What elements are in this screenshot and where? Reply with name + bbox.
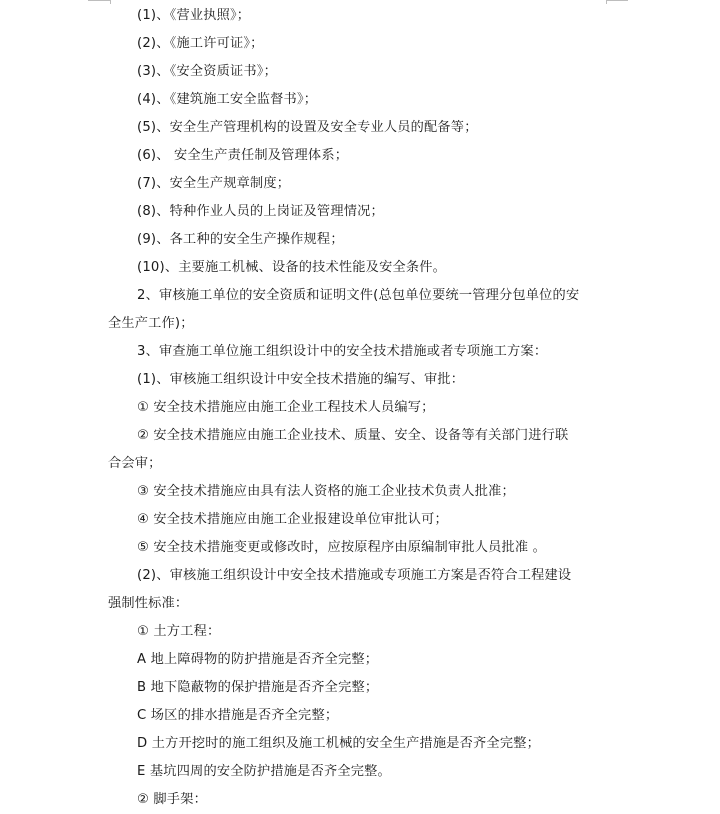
list-item-3: (3)、《安全资质证书》；	[137, 64, 277, 79]
subsection-3-2-heading-cont: 强制性标准：	[108, 596, 189, 611]
circled-item-2: ② 安全技术措施应由施工企业技术、质量、安全、设备等有关部门进行联	[137, 428, 569, 443]
list-item-4: (4)、《建筑施工安全监督书》；	[137, 92, 318, 107]
section-2-paragraph-cont: 全生产工作)；	[108, 316, 194, 331]
list-item-10: (10)、主要施工机械、设备的技术性能及安全条件。	[137, 260, 447, 275]
earthwork-item-c: C 场区的排水措施是否齐全完整；	[137, 708, 339, 723]
list-item-6: (6)、 安全生产责任制及管理体系；	[137, 148, 349, 163]
list-item-2: (2)、《施工许可证》；	[137, 36, 264, 51]
subsection-3-1-heading: (1)、审核施工组织设计中安全技术措施的编写、审批：	[137, 372, 465, 387]
page-corner-mark-left	[88, 0, 110, 1]
circled-item-3: ③ 安全技术措施应由具有法人资格的施工企业技术负责人批准；	[137, 484, 515, 499]
circled-item-4: ④ 安全技术措施应由施工企业报建设单位审批认可；	[137, 512, 448, 527]
circled-item-1: ① 安全技术措施应由施工企业工程技术人员编写；	[137, 400, 435, 415]
earthwork-item-a: A 地上障碍物的防护措施是否齐全完整；	[137, 652, 379, 667]
earthwork-item-b: B 地下隐蔽物的保护措施是否齐全完整；	[137, 680, 379, 695]
subsection-3-2-heading: (2)、审核施工组织设计中安全技术措施或专项施工方案是否符合工程建设	[137, 568, 572, 583]
section-3-heading: 3、审查施工单位施工组织设计中的安全技术措施或者专项施工方案：	[137, 344, 548, 359]
list-item-9: (9)、各工种的安全生产操作规程；	[137, 232, 344, 247]
earthwork-heading: ① 土方工程：	[137, 624, 221, 639]
earthwork-item-d: D 土方开挖时的施工组织及施工机械的安全生产措施是否齐全完整；	[137, 736, 540, 751]
earthwork-item-e: E 基坑四周的安全防护措施是否齐全完整。	[137, 764, 391, 779]
page-corner-mark-right	[606, 0, 628, 1]
circled-item-5: ⑤ 安全技术措施变更或修改时，应按原程序由原编制审批人员批准 。	[137, 540, 547, 555]
page-corner-tick-left	[110, 0, 111, 4]
page-corner-tick-right	[606, 0, 607, 4]
list-item-1: (1)、《营业执照》；	[137, 8, 251, 23]
circled-item-2-cont: 合会审；	[108, 456, 162, 471]
scaffold-heading: ② 脚手架：	[137, 792, 207, 807]
list-item-5: (5)、安全生产管理机构的设置及安全专业人员的配备等；	[137, 120, 478, 135]
list-item-7: (7)、安全生产规章制度；	[137, 176, 291, 191]
section-2-paragraph: 2、审核施工单位的安全资质和证明文件(总包单位要统一管理分包单位的安	[137, 288, 580, 303]
list-item-8: (8)、特种作业人员的上岗证及管理情况；	[137, 204, 384, 219]
